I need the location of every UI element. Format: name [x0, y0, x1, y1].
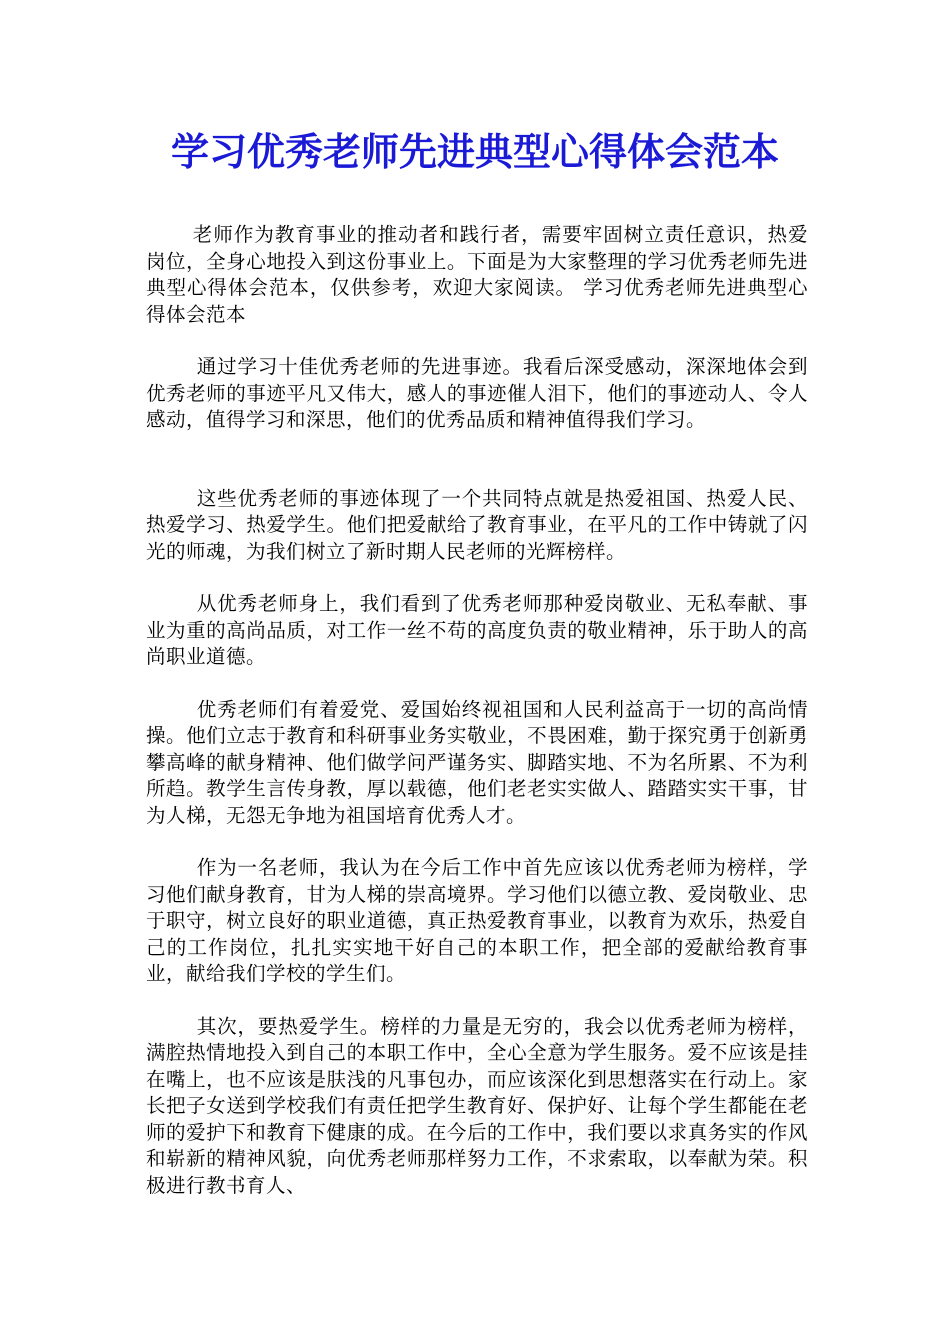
paragraph-4: 优秀老师们有着爱党、爱国始终视祖国和人民利益高于一切的高尚情操。他们立志于教育和科研事业务实敬业，不畏困难，勤于探究勇于创新勇攀高峰的献身精神、他们做学问严谨务实、脚踏实地、不为名所累、不为利所趋。教学生言传身教，厚以载德，他们老老实实做人、踏踏实实干事，甘为人梯，无怨无争地为祖国培育优秀人才。	[146, 697, 808, 827]
paragraph-intro: 老师作为教育事业的推动者和践行者，需要牢固树立责任意识，热爱岗位，全身心地投入到这份事业上。下面是为大家整理的学习优秀老师先进典型心得体会范本，仅供参考，欢迎大家阅读。 学习优秀老师先进典型心得体会范本	[146, 223, 808, 326]
document-body	[146, 222, 808, 1199]
paragraph-spacer	[146, 671, 808, 697]
paragraph-1: 通过学习十佳优秀老师的先进事迹。我看后深受感动，深深地体会到优秀老师的事迹平凡又伟大，感人的事迹催人泪下，他们的事迹动人、令人感动，值得学习和深思，他们的优秀品质和精神值得我们学习。	[146, 355, 808, 431]
paragraph-spacer	[146, 565, 808, 591]
paragraph-5: 作为一名老师，我认为在今后工作中首先应该以优秀老师为榜样，学习他们献身教育，甘为人梯的崇高境界。学习他们以德立教、爱岗敬业、忠于职守，树立良好的职业道德，真正热爱教育事业，以教育为欢乐，热爱自己的工作岗位，扎扎实实地干好自己的本职工作，把全部的爱献给教育事业，献给我们学校的学生们。	[146, 856, 808, 985]
paragraph-3: 从优秀老师身上，我们看到了优秀老师那种爱岗敬业、无私奉献、事业为重的高尚品质，对工作一丝不苟的高度负责的敬业精神，乐于助人的高尚职业道德。	[146, 592, 808, 668]
paragraph-spacer	[146, 328, 808, 354]
paragraph-2: 这些优秀老师的事迹体现了一个共同特点就是热爱祖国、热爱人民、热爱学习、热爱学生。他们把爱献给了教育事业，在平凡的工作中铸就了闪光的师魂，为我们树立了新时期人民老师的光辉榜样。	[146, 486, 808, 563]
paragraph-spacer	[146, 434, 808, 486]
paragraph-6: 其次，要热爱学生。榜样的力量是无穷的，我会以优秀老师为榜样，满腔热情地投入到自己的本职工作中，全心全意为学生服务。爱不应该是挂在嘴上，也不应该是肤浅的凡事包办，而应该深化到思想落实在行动上。家长把子女送到学校我们有责任把学生教育好、保护好、让每个学生都能在老师的爱护下和教育下健康的成。在今后的工作中，我们要以求真务实的作风和崭新的精神风貌，向优秀老师那样努力工作，不求索取，以奉献为荣。积极进行教书育人、	[146, 1014, 808, 1197]
paragraph-spacer	[146, 829, 808, 855]
document-title: 学习优秀老师先进典型心得体会范本	[170, 130, 779, 174]
paragraph-spacer	[146, 988, 808, 1014]
